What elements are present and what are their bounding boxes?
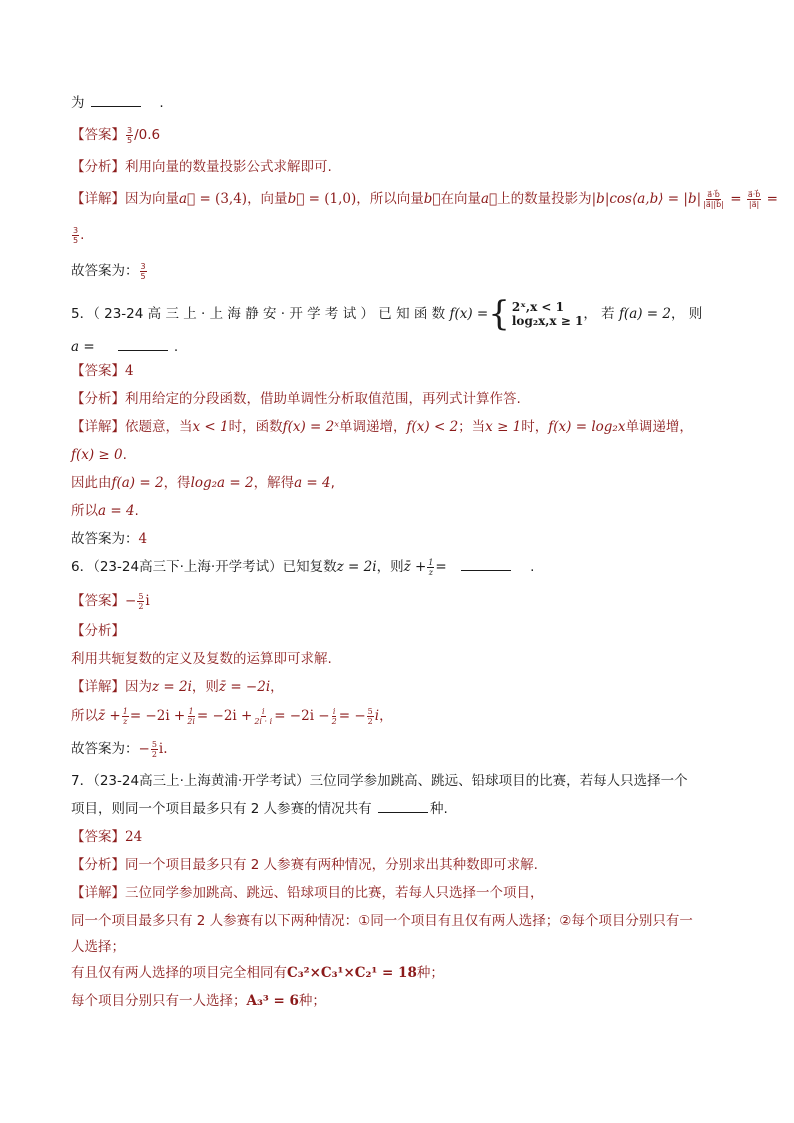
text: 因此由 [71, 475, 112, 491]
answer-line [71, 827, 142, 847]
case: log₂x,x ≥ 1 [511, 314, 584, 328]
math: f(a) = 2 [618, 306, 671, 322]
text: 时，函数 [228, 419, 283, 435]
math: |b|cos⟨a,b⟩ = |b| [591, 191, 702, 207]
text: 种； [298, 993, 326, 1009]
question-5-head [71, 294, 703, 334]
text: 每个项目分别只有一人选择； [71, 993, 247, 1009]
analysis-text: 同一个项目最多只有 2 人参赛有两种情况，分别求出其种数即可求解. [125, 857, 538, 873]
final-line: 故答案为：− $\frac{5}{2}$ i. [71, 740, 168, 759]
math: a = 4 [98, 503, 135, 519]
text: 单调递增， [625, 419, 693, 435]
text: ， [379, 708, 393, 724]
math: C₃²×C₃¹×C₂¹ = 18 [287, 965, 417, 981]
text: 时， [521, 419, 549, 435]
fraction: $\frac{i}{2i \cdot i}$ [254, 706, 273, 726]
case: 2ˣ,x < 1 [511, 300, 565, 314]
math: z̄ + [403, 559, 427, 575]
math: a = [71, 339, 95, 355]
text: . [159, 95, 164, 111]
analysis-tag-line [71, 621, 125, 641]
math: f(x) = log₂x [548, 419, 626, 435]
text: ， 若 [583, 306, 615, 322]
text: 故答案为： [71, 263, 139, 279]
math: f(x) < 2 [406, 419, 459, 435]
answer-blank [461, 558, 511, 571]
math: f(x) = 2ˣ [282, 419, 340, 435]
math: z = 2i [152, 679, 192, 695]
question-text: 7．（23-24高三上·上海黄浦·开学考试）三位同学参加跳高、跳远、铅球项目的比赛，若每人只选择一个 [71, 773, 688, 789]
math: f(x) ≥ 0 [71, 447, 123, 463]
fraction: $\frac{i}{2}$ [331, 706, 337, 726]
text: 因为 [125, 679, 152, 695]
text: 故答案为： [71, 531, 139, 547]
text: 种. [429, 801, 448, 817]
detail-tag: 【详解】 [71, 191, 125, 207]
text: , [330, 475, 335, 491]
text: 三位同学参加跳高、跳远、铅球项目的比赛，若每人只选择一个项目， [125, 885, 544, 901]
math: z̄ + [98, 708, 121, 724]
math: log₂a = 2 [190, 475, 254, 491]
fraction: $\frac{1}{2i}$ [187, 706, 195, 726]
math: = −2i − [274, 708, 330, 724]
final-line [71, 529, 147, 549]
text: 故答案为： [71, 741, 139, 757]
text: ，则 [376, 559, 404, 575]
text: 为 [71, 95, 85, 111]
text: 依题意，当 [125, 419, 193, 435]
math: = −2i + [129, 708, 186, 724]
final-line [71, 261, 148, 281]
analysis-line [71, 157, 332, 177]
text: ，解得 [253, 475, 295, 491]
text: 单调递增， [339, 419, 407, 435]
analysis-line [71, 389, 521, 409]
math: i [374, 708, 380, 724]
text: 在向量 [440, 191, 481, 207]
fraction: $\frac{5}{2}$ [138, 592, 144, 611]
math: x < 1 [192, 419, 229, 435]
text: 人选择； [71, 939, 125, 955]
math: z = 2i [336, 559, 377, 575]
text: ， [270, 679, 284, 695]
text: 所以 [71, 503, 98, 519]
question-7-cont [71, 799, 448, 819]
question-5-blank [71, 337, 178, 357]
question-text: 5．（ 23-24 高 三 上 · 上 海 静 安 · 开 学 考 试 ） 已 知 函 数 [71, 306, 446, 322]
text: . [530, 559, 535, 575]
detail-cont [71, 473, 335, 493]
question-7-head [71, 771, 688, 791]
detail-line [71, 677, 284, 697]
piecewise: { 2ˣ,x < 1 log₂x,x ≥ 1 [488, 294, 584, 334]
answer-value: 24 [125, 829, 143, 845]
analysis-text: 利用共轭复数的定义及复数的运算即可求解. [71, 651, 332, 667]
math: = (3,4) [199, 191, 248, 207]
text: ；当 [458, 419, 486, 435]
text: ，得 [163, 475, 191, 491]
text: . [134, 503, 139, 519]
answer-tag: 【答案】 [71, 127, 125, 143]
answer-tag: 【答案】 [71, 593, 125, 609]
fraction: $\frac{5}{2}$ [367, 706, 373, 726]
answer-line [71, 125, 160, 145]
question-6-head [71, 557, 534, 577]
math: A₃³ = 6 [246, 993, 299, 1009]
prev-question-tail [71, 93, 164, 113]
text: 上的数量投影为 [497, 191, 592, 207]
final-value: i. [158, 741, 168, 757]
analysis-tag: 【分析】 [71, 857, 125, 873]
detail-cont [71, 991, 326, 1011]
answer-value: 4 [125, 363, 134, 379]
text: ，则 [191, 679, 219, 695]
answer-tag: 【答案】 [71, 829, 125, 845]
math: = (1,0) [308, 191, 357, 207]
analysis-line [71, 855, 538, 875]
text: 有且仅有两人选择的项目完全相同有 [71, 965, 287, 981]
detail-tag: 【详解】 [71, 419, 125, 435]
detail-line [71, 883, 544, 903]
fraction: $\frac{1}{z}$ [122, 706, 128, 726]
analysis-line [71, 649, 332, 669]
fraction: $\frac{3}{5}$ [140, 261, 146, 281]
detail-cont [71, 937, 125, 957]
analysis-tag: 【分析】 [71, 623, 125, 639]
detail-cont [71, 911, 693, 931]
detail-line [71, 417, 693, 437]
answer-value: /0.6 [134, 127, 161, 143]
answer-tag: 【答案】 [71, 363, 125, 379]
detail-cont [71, 501, 139, 521]
detail-cont [71, 963, 444, 983]
math: = − [338, 708, 366, 724]
fraction: $\frac{a⃗\cdot b⃗}{|a⃗|}$ [747, 189, 761, 209]
answer-line: 【答案】− $\frac{5}{2}$ i [71, 592, 150, 611]
text: ，向量 [247, 191, 288, 207]
math: = [435, 559, 447, 575]
analysis-tag: 【分析】 [71, 391, 125, 407]
fraction: $\frac{1}{z}$ [428, 557, 434, 577]
math: f(x) = [449, 306, 489, 322]
text: 因为向量 [125, 191, 179, 207]
text: ， 则 [671, 306, 703, 322]
analysis-text: 利用向量的数量投影公式求解即可. [125, 159, 332, 175]
fraction: $\frac{5}{2}$ [151, 740, 157, 759]
detail-cont [71, 706, 393, 726]
text: ，所以向量 [356, 191, 424, 207]
detail-line: 【详解】因为向量a⃗ = (3,4)，向量b⃗ = (1,0)，所以向量b⃗在向量a⃗上的数量投影为|b|cos⟨a,b⟩ = |b| $\frac{a⃗\cdot b⃗}{|a⃗||b⃗|}$ = $\frac{a⃗\cdot b⃗}{|a⃗|}$ = [71, 189, 778, 209]
answer-blank [118, 338, 168, 351]
final-value: 4 [138, 531, 148, 547]
math: z̄ = −2i [218, 679, 271, 695]
answer-value: i [145, 593, 150, 609]
fraction: $\frac{3}{5}$ [73, 225, 79, 245]
detail-tag: 【详解】 [71, 885, 125, 901]
analysis-text: 利用给定的分段函数，借助单调性分析取值范围，再列式计算作答. [125, 391, 521, 407]
analysis-tag: 【分析】 [71, 159, 125, 175]
question-text: 项目，则同一个项目最多只有 2 人参赛的情况共有 [71, 801, 372, 817]
detail-tag: 【详解】 [71, 679, 125, 695]
detail-cont: $\frac{3}{5}$ . [73, 225, 85, 245]
math: f(a) = 2 [111, 475, 164, 491]
answer-blank [378, 800, 428, 813]
math: x ≥ 1 [485, 419, 522, 435]
fraction: $\frac{3}{5}$ [127, 125, 133, 145]
math: = −2i + [196, 708, 253, 724]
answer-line [71, 361, 134, 381]
fraction: $\frac{a⃗\cdot b⃗}{|a⃗||b⃗|}$ [703, 189, 724, 209]
detail-cont: f(x) ≥ 0. [71, 447, 127, 463]
text: . [173, 339, 179, 355]
math: a = 4 [294, 475, 331, 491]
question-text: 6．（23-24高三下·上海·开学考试）已知复数 [71, 559, 337, 575]
text: 种； [416, 965, 444, 981]
text: 同一个项目最多只有 2 人参赛有以下两种情况：①同一个项目有且仅有两人选择；②每个项目分别只有一 [71, 913, 693, 929]
answer-blank [91, 94, 141, 107]
text: 所以 [71, 708, 98, 724]
